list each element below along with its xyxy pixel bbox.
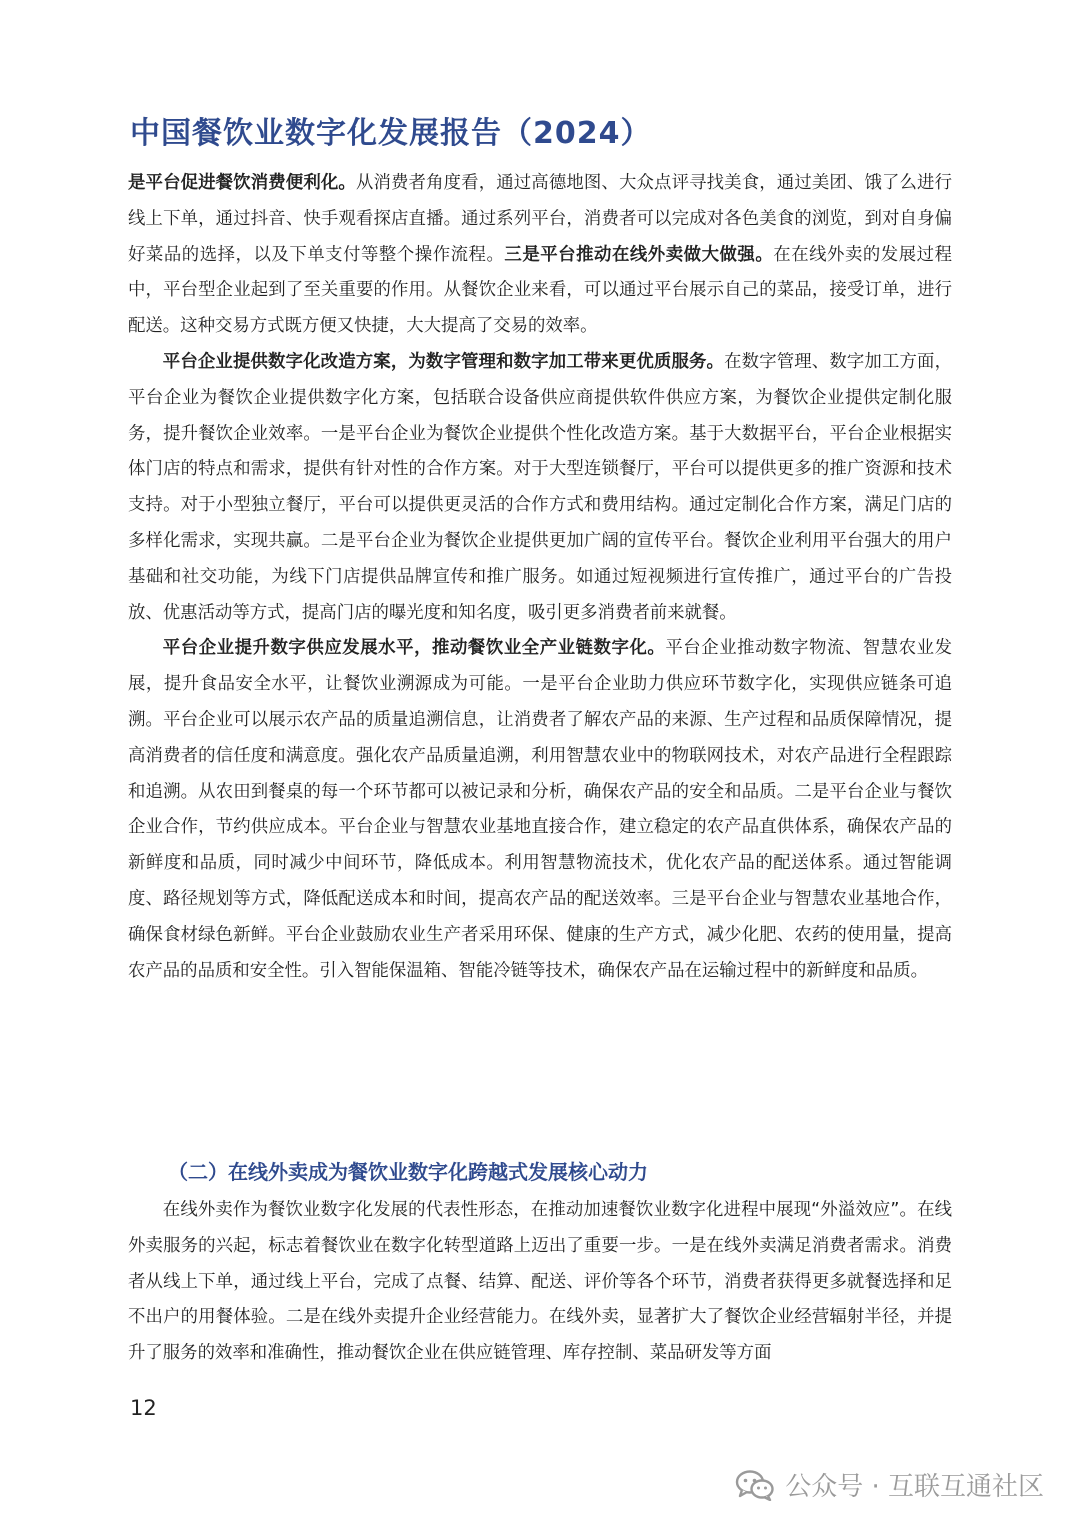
paragraph-online-delivery [128, 1193, 952, 1372]
section-1-body [128, 166, 952, 989]
watermark [735, 1466, 1044, 1503]
page-number: 12 [130, 1396, 157, 1420]
section-heading: （二）在线外卖成为餐饮业数字化跨越式发展核心动力 [168, 1160, 648, 1184]
paragraph-supply-chain [128, 631, 952, 989]
paragraph-text: 平台企业推动数字物流、智慧农业发展，提升食品安全水平，让餐饮业溯源成为可能。一是平台企业助力供应环节数字化，实现供应链条可追溯。平台企业可以展示农产品的质量追溯信息，让消费者了解农产品的来源、生产过程和品质保障情况，提高消费者的信任度和满意度。强化农产品质量追溯，利用智慧农业中的物联网技术，对农产品进行全程跟踪和追溯。从农田到餐桌的每一个环节都可以被记录和分析，确保农产品的安全和品质。二是平台企业与餐饮企业合作，节约供应成本。平台企业与智慧农业基地直接合作，建立稳定的农产品直供体系，确保农产品的新鲜度和品质，同时减少中间环节，降低成本。利用智慧物流技术，优化农产品的配送体系。通过智能调度、路径规划等方式，降低配送成本和时间，提高农产品的配送效率。三是平台企业与智慧农业基地合作，确保食材绿色新鲜。平台企业鼓励农业生产者采用环保、健康的生产方式，减少化肥、农药的使用量，提高农产品的品质和安全性。引入智能保温箱、智能冷链等技术，确保农产品在运输过程中的新鲜度和品质。 [128, 638, 952, 981]
section-2-body [128, 1193, 952, 1372]
paragraph-text: 在线外卖作为餐饮业数字化发展的代表性形态，在推动加速餐饮业数字化进程中展现“外溢效应”。在线外卖服务的兴起，标志着餐饮业在数字化转型道路上迈出了重要一步。一是在线外卖满足消费者需求。消费者从线上下单，通过线上平台，完成了点餐、结算、配送、评价等各个环节，消费者获得更多就餐选择和足不出户的用餐体验。二是在线外卖提升企业经营能力。在线外卖，显著扩大了餐饮企业经营辐射半径，并提升了服务的效率和准确性，推动餐饮企业在供应链管理、库存控制、菜品研发等方面 [128, 1200, 952, 1364]
lead-sentence: 三是平台推动在线外卖做大做强。 [504, 244, 774, 265]
paragraph-digital-transformation [128, 345, 952, 631]
paragraph-platform-convenience [128, 166, 952, 345]
wechat-icon [735, 1469, 775, 1501]
watermark-text: 公众号 · 互联互通社区 [785, 1472, 1044, 1502]
report-title: 中国餐饮业数字化发展报告（2024） [130, 116, 652, 151]
lead-sentence: 平台企业提供数字化改造方案，为数字管理和数字加工带来更优质服务。 [162, 351, 725, 372]
lead-sentence: 是平台促进餐饮消费便利化。 [128, 173, 356, 193]
paragraph-text: 从消费者角度看，通过高德地图、大众点评寻找美食，通过美团、饿了么进行线上下单，通过抖音、快手观看探店直播。通过系列平台，消费者可以完成对各色美食的浏览，到对自身偏好菜品的选择，以及下单支付等整个操作流程。 [128, 173, 952, 265]
paragraph-text: 在在线外卖的发展过程中，平台型企业起到了至关重要的作用。从餐饮企业来看，可以通过平台展示自己的菜品，接受订单，进行配送。这种交易方式既方便又快捷，大大提高了交易的效率。 [128, 244, 952, 337]
paragraph-text: 在数字管理、数字加工方面，平台企业为餐饮企业提供数字化方案，包括联合设备供应商提供软件供应方案，为餐饮企业提供定制化服务，提升餐饮企业效率。一是平台企业为餐饮企业提供个性化改造方案。基于大数据平台，平台企业根据实体门店的特点和需求，提供有针对性的合作方案。对于大型连锁餐厅，平台可以提供更多的推广资源和技术支持。对于小型独立餐厅，平台可以提供更灵活的合作方式和费用结构。通过定制化合作方案，满足门店的多样化需求，实现共赢。二是平台企业为餐饮企业提供更加广阔的宣传平台。餐饮企业利用平台强大的用户基础和社交功能，为线下门店提供品牌宣传和推广服务。如通过短视频进行宣传推广，通过平台的广告投放、优惠活动等方式，提高门店的曝光度和知名度，吸引更多消费者前来就餐。 [128, 351, 952, 623]
lead-sentence: 平台企业提升数字供应发展水平，推动餐饮业全产业链数字化。 [162, 638, 666, 659]
